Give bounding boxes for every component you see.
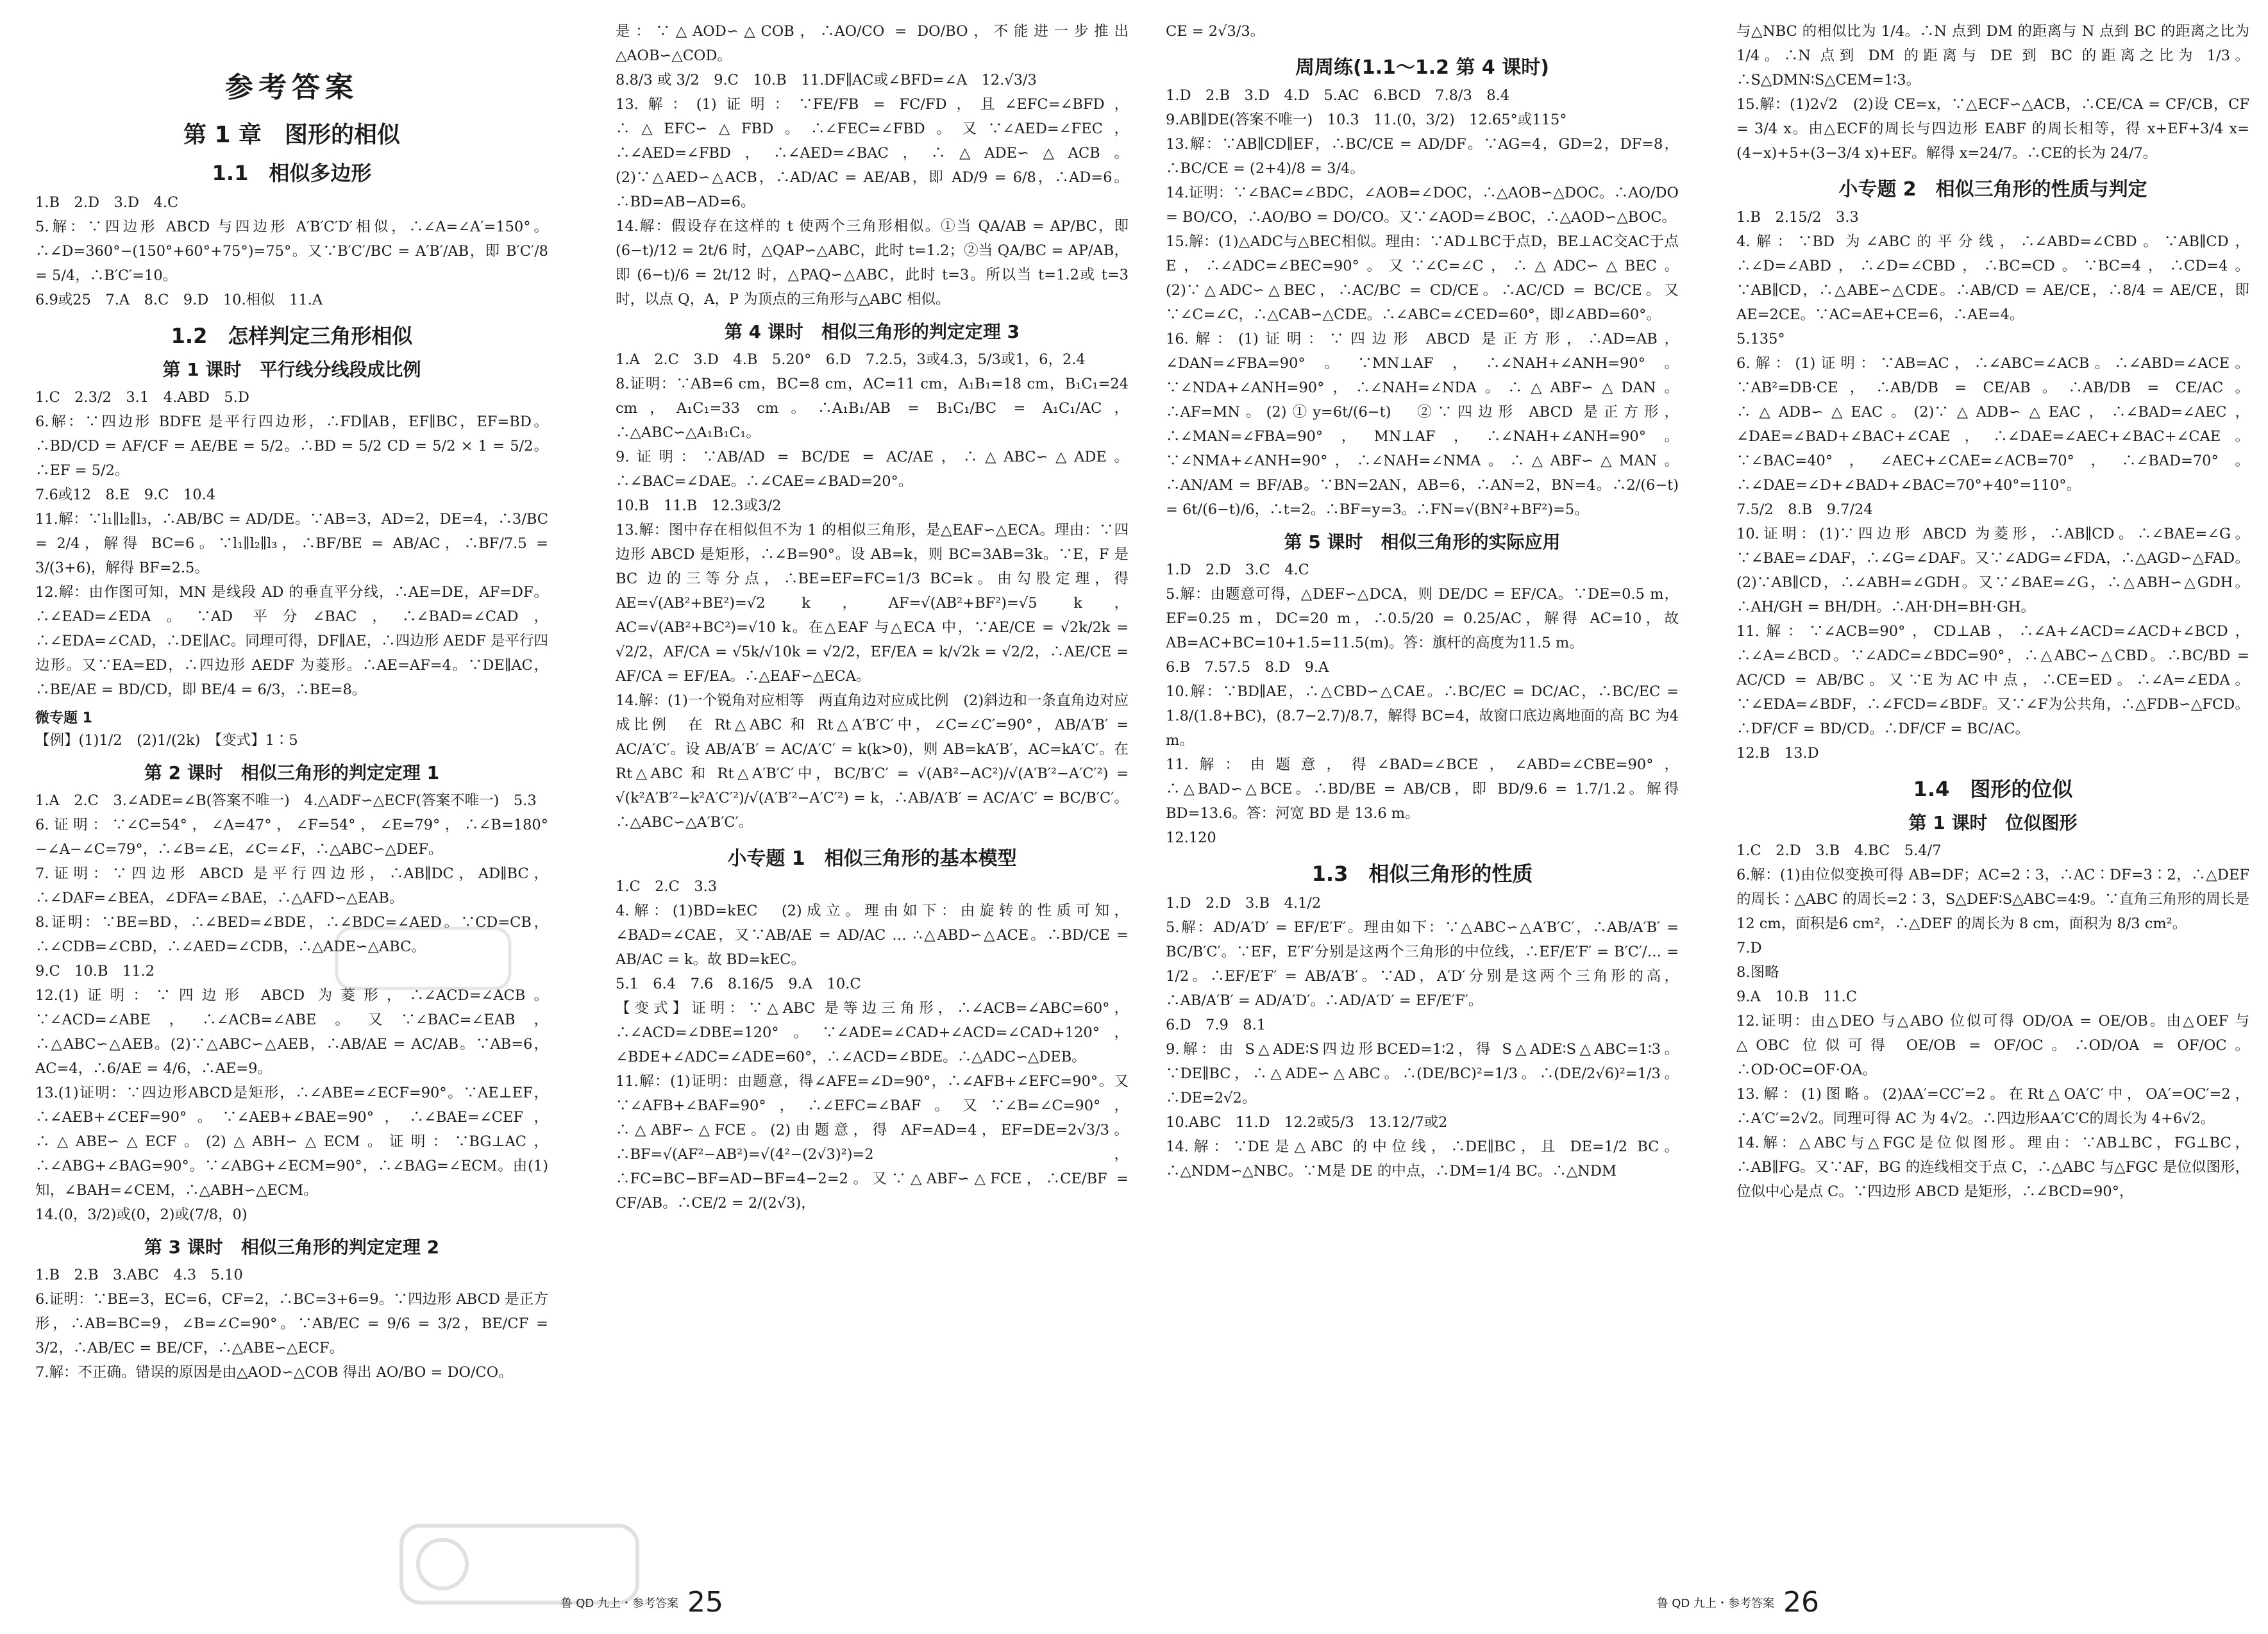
answer-item: 12.B 13.D (1736, 745, 1819, 762)
answer-item: 【变式】证明：∵△ABC 是等边三角形，∴∠ACB=∠ABC=60°，∴∠ACD=∠DBE=120°。∵∠ADE=∠CAD+∠ACD=∠CAD+120°，∠BDE+∠ADC=∠ADE=60°，∴∠ACD=∠BDE。∴△ADC∽△DEB。 (616, 1000, 1129, 1065)
answer-item: 5.解：∵四边形 ABCD 与四边形 A′B′C′D′相似，∴∠A=∠A′=150°。∴∠D=360°−(150°+60°+75°)=75°。又∵B′C′/BC = A′B′/AB，即 B′C′/8 = 5/4，∴B′C′=10。 (35, 219, 548, 284)
footer-label: 鲁 QD 九上・参考答案 (560, 1596, 678, 1610)
answer-item: 9.C 10.B 11.2 (35, 963, 155, 980)
lesson-title: 第 4 课时 相似三角形的判定定理 3 (724, 321, 1020, 342)
page-title: 参考答案 (225, 71, 358, 104)
answer-item: 16.解：(1)证明：∵四边形 ABCD 是正方形，∴AD=AB，∠DAN=∠FBA=90°。∵MN⊥AF，∴∠NAH+∠ANH=90°。∵∠NDA+∠ANH=90°，∴∠NAH=∠NDA。∴△ABF∽△DAN。∴AF=MN。(2)①y=6t/(6−t) ②∵四边形 ABCD 是正方形，∴∠MAN=∠FBA=90°，MN⊥AF，∴∠NAH+∠ANH=90°。∵∠NMA+∠ANH=90°，∴∠NAH=∠NMA。∴△ABF∽△MAN。∴AN/AM = BF/AB。∵BN=2AN，AB=6，∴AN=2，BN=4。∴2/(6−t) = 6t/(6−t)/6，∴t=2。∴BF=y=3。∴FN=√(BN²+BF²)=5。 (1166, 331, 1679, 518)
answer-item: 是：∵△AOD∽△COB，∴AO/CO = DO/BO，不能进一步推出△AOB∽△COD。 (616, 23, 1129, 64)
answer-item: 8.证明：∵BE=BD，∴∠BED=∠BDE，∴∠BDC=∠AED。∵CD=CB，∴∠CDB=∠CBD，∴∠AED=∠CDB，∴△ADE∽△ABC。 (35, 914, 548, 955)
page-number: 25 (687, 1586, 723, 1619)
answer-item: 7.5/2 8.B 9.7/24 (1736, 501, 1873, 518)
answer-item: 15.解：(1)△ADC与△BEC相似。理由：∵AD⊥BC于点D，BE⊥AC交AC于点E，∴∠ADC=∠BEC=90°。又∵∠C=∠C，∴△ADC∽△BEC。(2)∵△ADC∽△BEC，∴AC/BC = CD/CE。∴AC/CD = BC/CE。又∵∠C=∠C，∴△CAB∽△CDE。∴∠ABC=∠CED=60°，即∠ABD=60°。 (1166, 233, 1679, 323)
column-3 (1166, 19, 1679, 1583)
answer-item: 10.解：∵BD∥AE，∴△CBD∽△CAE。∴BC/EC = DC/AC，∴BC/EC = 1.8/(1.8+BC)，(8.7−2.7)/8.7，解得 BC=4，故窗口底边离地面的高 BC 为4 m。 (1166, 683, 1679, 749)
answer-item: 5.解：由题意可得，△DEF∽△DCA，则 DE/DC = EF/CA。∵DE=0.5 m，EF=0.25 m，DC=20 m，∴0.5/20 = 0.25/AC，解得 AC=10，故 AB=AC+BC=10+1.5=11.5(m)。答：旗杆的高度为11.5 m。 (1166, 586, 1679, 651)
answer-item: 与△NBC 的相似比为 1/4。∴N 点到 DM 的距离与 N 点到 BC 的距离之比为 1/4。∴N 点到 DM 的距离与 DE 到 BC 的距离之比为 1/3。∴S△DMN∶S△CEM=1∶3。 (1736, 23, 2249, 88)
answer-item: 12.(1)证明：∵四边形 ABCD 为菱形，∴∠ACD=∠ACB。∵∠ACD=∠ABE，∴∠ACB=∠ABE。又∵∠BAC=∠EAB，∴△ABC∽△AEB。(2)∵△ABC∽△AEB，∴AB/AE = AC/AB。∵AB=6，AC=4，∴6/AE = 4/6，∴AE=9。 (35, 987, 548, 1077)
answer-item: 14.解：假设存在这样的 t 使两个三角形相似。①当 QA/AB = AP/BC，即 (6−t)/12 = 2t/6 时，△QAP∽△ABC，此时 t=1.2；②当 QA/BC = AP/AB，即 (6−t)/6 = 2t/12 时，△PAQ∽△ABC，此时 t=3。所以当 t=1.2或 t=3时，以点 Q，A，P 为顶点的三角形与△ABC 相似。 (616, 218, 1129, 308)
answer-item: 13.(1)证明：∵四边形ABCD是矩形，∴∠ABE=∠ECF=90°。∵AE⊥EF，∴∠AEB+∠CEF=90°。∵∠AEB+∠BAE=90°，∴∠BAE=∠CEF，∴△ABE∽△ECF。(2)△ABH∽△ECM。证明：∵BG⊥AC，∴∠ABG+∠BAG=90°。∵∠ABG+∠ECM=90°，∴∠BAG=∠ECM。由(1)知，∠BAH=∠CEM，∴△ABH∽△ECM。 (35, 1085, 548, 1199)
answer-item: 9.AB∥DE(答案不唯一) 10.3 11.(0，3/2) 12.65°或115° (1166, 112, 1567, 128)
answer-item: CE = 2√3/3。 (1166, 23, 1265, 40)
answer-item: 5.解：AD/A′D′ = EF/E′F′。理由如下：∵△ABC∽△A′B′C′，∴AB/A′B′ = BC/B′C′。∵EF，E′F′分别是这两个三角形的中位线，∴EF/E′F′ = B′C′/… = 1/2。∴EF/E′F′ = AB/A′B′。∵AD，A′D′分别是这两个三角形的高，∴AB/A′B′ = AD/A′D′。∴AD/A′D′ = EF/E′F′。 (1166, 919, 1679, 1009)
answer-item: 12.证明：由△DEO 与△ABO 位似可得 OD/OA = OE/OB。由△OEF 与△OBC 位似可得 OE/OB = OF/OC。∴OD/OA = OF/OC。∴OD·OC=OF·OA。 (1736, 1013, 2249, 1078)
answer-item: 14.证明：∵∠BAC=∠BDC，∠AOB=∠DOC，∴△AOB∽△DOC。∴AO/DO = BO/CO，∴AO/BO = DO/CO。又∵∠AOD=∠BOC，∴△AOD∽△BOC。 (1166, 185, 1679, 226)
answer-item: 6.解：∵四边形 BDFE 是平行四边形，∴FD∥AB，EF∥BC，EF=BD。∴BD/CD = AF/CF = AE/BE = 5/2。∴BD = 5/2 CD = 5/2 × 1 = 5/2。∴EF = 5/2。 (35, 413, 548, 479)
answer-item: 4.解：(1)BD=kEC (2)成立。理由如下：由旋转的性质可知，∠BAD=∠CAE，又∵AB/AE = AD/AC … ∴△ABD∽△ACE。∴BD/CE = AB/AC = k。故 BD=kEC。 (616, 903, 1129, 968)
answer-item: 6.解：(1)证明：∵AB=AC，∴∠ABC=∠ACB。∴∠ABD=∠ACE。∵AB²=DB·CE，∴AB/DB = CE/AB。∴AB/DB = CE/AC。∴△ADB∽△EAC。(2)∵△ADB∽△EAC，∴∠BAD=∠AEC，∠DAE=∠BAD+∠BAC+∠CAE，∴∠DAE=∠AEC+∠BAC+∠CAE。∵∠BAC=40°，∠AEC+∠CAE=∠ACB=70°，∴∠BAD=70°。∴∠DAE=∠D+∠BAD+∠BAC=70°+40°=110°。 (1736, 355, 2249, 494)
answer-item: 6.证明：∵∠C=54°，∠A=47°，∠F=54°，∠E=79°，∴∠B=180°−∠A−∠C=79°，∴∠B=∠E，∠C=∠F，∴△ABC∽△DEF。 (35, 817, 548, 858)
answer-item: 9.解：由 S△ADE∶S四边形BCED=1∶2，得 S△ADE∶S△ABC=1∶3。∵DE∥BC，∴△ADE∽△ABC。∴(DE/BC)²=1/3。∴(DE/2√6)²=1/3。∴DE=2√2。 (1166, 1041, 1679, 1106)
answer-item: 6.9或25 7.A 8.C 9.D 10.相似 11.A (35, 292, 323, 308)
answer-item: 7.D (1736, 940, 1762, 956)
answer-item: 9.证明：∵AB/AD = BC/DE = AC/AE，∴△ABC∽△ADE。∴∠BAC=∠DAE。∴∠CAE=∠BAD=20°。 (616, 449, 1129, 490)
answer-item: 10.证明：(1)∵四边形 ABCD 为菱形，∴AB∥CD。∴∠BAE=∠G。∵∠BAE=∠DAF，∴∠G=∠DAF。又∵∠ADG=∠FDA，∴△AGD∽△FAD。(2)∵AB∥CD，∴∠ABH=∠GDH。又∵∠BAE=∠G，∴△ABH∽△GDH。∴AH/GH = BH/DH。∴AH·DH=BH·GH。 (1736, 526, 2249, 615)
answer-item: 14.(0，3/2)或(0，2)或(7/8，0) (35, 1206, 248, 1223)
answer-item: 6.B 7.57.5 8.D 9.A (1166, 659, 1329, 676)
answer-item: 7.证明：∵四边形 ABCD 是平行四边形，∴AB∥DC，AD∥BC，∴∠DAF=∠BEA，∠DFA=∠BAE，∴△AFD∽△EAB。 (35, 865, 548, 906)
section-title: 1.2 怎样判定三角形相似 (171, 324, 413, 348)
lesson-title: 第 2 课时 相似三角形的判定定理 1 (144, 762, 440, 783)
lesson-title: 第 5 课时 相似三角形的实际应用 (1284, 531, 1561, 553)
section-title: 1.3 相似三角形的性质 (1311, 862, 1533, 886)
answer-item: 11.解：(1)证明：由题意，得∠AFE=∠D=90°，∴∠AFB+∠EFC=90°。又∵∠AFB+∠BAF=90°，∴∠EFC=∠BAF。又∵∠B=∠C=90°，∴△ABF∽△FCE。(2)由题意，得 AF=AD=4，EF=DE=2√3/3。∴BF=√(AF²−AB²)=√(4²−(2√3)²)=2，∴FC=BC−BF=AD−BF=4−2=2。又∵△ABF∽△FCE，∴CE/BF = CF/AB。∴CE/2 = 2/(2√3)， (616, 1073, 1129, 1212)
topic-title: 周周练(1.1～1.2 第 4 课时) (1295, 56, 1549, 79)
section-title: 1.4 图形的位似 (1913, 777, 2073, 801)
chapter-title: 第 1 章 图形的相似 (183, 122, 401, 148)
answer-item: 1.B 2.15/2 3.3 (1736, 209, 1859, 226)
column-4 (1736, 19, 2249, 1583)
answer-item: 14.解：∵DE是△ABC 的中位线，∴DE∥BC，且 DE=1/2 BC。∴△NDM∽△NBC。∵M是 DE 的中点，∴DM=1/4 BC。∴△NDM (1166, 1138, 1679, 1180)
answer-item: 11.解：由题意，得∠BAD=∠BCE，∠ABD=∠CBE=90°，∴△BAD∽△BCE。∴BD/BE = AB/CB，即 BD/9.6 = 1.7/1.2。解得 BD=13.6。答：河宽 BD 是 13.6 m。 (1166, 756, 1679, 822)
right-footer (1657, 1586, 1819, 1619)
answer-item: 1.D 2.B 3.D 4.D 5.AC 6.BCD 7.8/3 8.4 (1166, 87, 1510, 104)
footer-label: 鲁 QD 九上・参考答案 (1656, 1596, 1774, 1610)
answer-item: 11.解：∵l₁∥l₂∥l₃，∴AB/BC = AD/DE。∵AB=3，AD=2，DE=4，∴3/BC = 2/4，解得 BC=6。∵l₁∥l₂∥l₃，∴BF/BE = AB/AC，∴BF/7.5 = 3/(3+6)，解得 BF=2.5。 (35, 511, 548, 576)
answer-item: 5.1 6.4 7.6 8.16/5 9.A 10.C (616, 976, 861, 992)
answer-item: 1.C 2.D 3.B 4.BC 5.4/7 (1736, 842, 1942, 859)
answer-item: 1.B 2.D 3.D 4.C (35, 194, 179, 211)
answer-item: 【例】(1)1/2 (2)1/(2k) 【变式】1∶5 (35, 732, 298, 749)
answer-item: 8.图略 (1736, 964, 1779, 981)
answer-item: 1.B 2.B 3.ABC 4.3 5.10 (35, 1267, 243, 1283)
topic-title: 小专题 2 相似三角形的性质与判定 (1838, 178, 2147, 201)
lesson-title: 第 1 课时 位似图形 (1908, 812, 2078, 833)
sub-label: 微专题 1 (35, 710, 92, 726)
answer-item: 8.证明：∵AB=6 cm，BC=8 cm，AC=11 cm，A₁B₁=18 cm，B₁C₁=24 cm，A₁C₁=33 cm。∴A₁B₁/AB = B₁C₁/BC = A₁C₁/AC，∴△ABC∽△A₁B₁C₁。 (616, 376, 1129, 441)
answer-item: 14.解：(1)一个锐角对应相等 两直角边对应成比例 (2)斜边和一条直角边对应成比例 在 Rt△ABC 和 Rt△A′B′C′中，∠C=∠C′=90°，AB/A′B′ = AC/A′C′。设 AB/A′B′ = AC/A′C′ = k(k>0)，则 AB=kA′B′，AC=kA′C′。在 Rt△ABC 和 Rt△A′B′C′中，BC/B′C′ = √(AB²−AC²)/√(A′B′²−A′C′²) = √(k²A′B′²−k²A′C′²)/√(A′B′²−A′C′²) = k，∴AB/A′B′ = AC/A′C′ = BC/B′C′。∴△ABC∽△A′B′C′。 (616, 692, 1129, 831)
answer-item: 13.解：∵AB∥CD∥EF，∴BC/CE = AD/DF。∵AG=4，GD=2，DF=8，∴BC/CE = (2+4)/8 = 3/4。 (1166, 136, 1679, 177)
answer-item: 6.解：(1)由位似变换可得 AB=DF；AC=2∶3，∴AC∶DF=3∶2，∴△DEF 的周长∶△ABC 的周长=2∶3，S△DEF∶S△ABC=4∶9。∵直角三角形的周长是12 cm，面积是6 cm²，∴△DEF 的周长为 8 cm，面积为 8/3 cm²。 (1736, 867, 2249, 932)
answer-item: 9.A 10.B 11.C (1736, 988, 1858, 1005)
answer-item: 13.解：(1)证明：∵FE/FB = FC/FD，且∠EFC=∠BFD，∴△EFC∽△FBD。∴∠FEC=∠FBD。又∵∠AED=∠FEC，∴∠AED=∠FBD，∴∠AED=∠BAC，∴△ADE∽△ACB。(2)∵△AED∽△ACB，∴AD/AC = AE/AB，即 AD/9 = 6/8，∴AD=6。∴BD=AB−AD=6。 (616, 96, 1129, 210)
topic-title: 小专题 1 相似三角形的基本模型 (727, 847, 1017, 870)
answer-item: 7.6或12 8.E 9.C 10.4 (35, 487, 216, 503)
column-1 (35, 19, 548, 1583)
answer-item: 1.D 2.D 3.C 4.C (1166, 562, 1309, 578)
answer-item: 10.B 11.B 12.3或3/2 (616, 497, 782, 514)
answer-item: 1.A 2.C 3.∠ADE=∠B(答案不唯一) 4.△ADF∽△ECF(答案不唯一) 5.3 (35, 792, 537, 809)
answer-item: 6.证明：∵BE=3，EC=6，CF=2，∴BC=3+6=9。∵四边形 ABCD 是正方形，∴AB=BC=9，∠B=∠C=90°。∵AB/EC = 9/6 = 3/2，BE/CF = 3/2，∴AB/EC = BE/CF，∴△ABE∽△ECF。 (35, 1291, 548, 1356)
answer-item: 14.解：△ABC与△FGC是位似图形。理由：∵AB⊥BC，FG⊥BC，∴AB∥FG。又∵AF，BG 的连线相交于点 C，∴△ABC 与△FGC 是位似图形，位似中心是点 C。∵四边形 ABCD 是矩形，∴∠BCD=90°， (1736, 1135, 2249, 1200)
lesson-title: 第 3 课时 相似三角形的判定定理 2 (144, 1237, 440, 1258)
answer-item: 5.135° (1736, 331, 1785, 347)
answer-item: 12.解：由作图可知，MN 是线段 AD 的垂直平分线，∴AE=DE，AF=DF。∴∠EAD=∠EDA。∵AD 平分∠BAC，∴∠BAD=∠CAD，∴∠EDA=∠CAD，∴DE∥AC。同理可得，DF∥AE，∴四边形 AEDF 是平行四边形。又∵EA=ED，∴四边形 AEDF 为菱形。∴AE=AF=4。∵DE∥AC，∴BE/AE = BD/CD，即 BE/4 = 6/3，∴BE=8。 (35, 584, 548, 698)
answer-item: 1.D 2.D 3.B 4.1/2 (1166, 895, 1322, 912)
answer-item: 11.解：∵∠ACB=90°，CD⊥AB，∴∠A+∠ACD=∠ACD+∠BCD，∴∠A=∠BCD。∵∠ADC=∠BDC=90°，∴△ABC∽△CBD。∴BC/BD = AC/CD = AB/BC。又∵E为AC中点，∴CE=ED。∴∠A=∠EDA。∵∠EDA=∠BDF，∴∠FCD=∠BDF。又∵∠F为公共角，∴△FDB∽△FCD。∴DF/CF = BD/CD。∴DF/CF = BC/AC。 (1736, 623, 2249, 737)
right-page (1134, 0, 2268, 1634)
column-2 (616, 19, 1129, 1583)
answer-item: 4.解：∵BD 为∠ABC的平分线，∴∠ABD=∠CBD。∵AB∥CD，∴∠D=∠ABD，∴∠D=∠CBD，∴BC=CD。∵BC=4，∴CD=4。∵AB∥CD，∴△ABE∽△CDE。∴AB/CD = AE/CE，∴8/4 = AE/CE，即 AE=2CE。∵AC=AE+CE=6，∴AE=4。 (1736, 233, 2249, 323)
page-number: 26 (1783, 1586, 1819, 1619)
answer-item: 1.C 2.C 3.3 (616, 878, 718, 895)
lesson-title: 第 1 课时 平行线分线段成比例 (162, 359, 421, 380)
answer-item: 7.解：不正确。错误的原因是由△AOD∽△COB 得出 AO/BO = DO/CO。 (35, 1364, 513, 1381)
section-title: 1.1 相似多边形 (212, 161, 372, 185)
answer-item: 1.C 2.3/2 3.1 4.ABD 5.D (35, 389, 249, 406)
answer-item: 15.解：(1)2√2 (2)设 CE=x，∵△ECF∽△ACB，∴CE/CA = CF/CB，CF = 3/4 x。由△ECF的周长与四边形 EABF 的周长相等，得 x+EF+3/4 x=(4−x)+5+(3−3/4 x)+EF。解得 x=24/7。∴CE的长为 24/7。 (1736, 96, 2249, 162)
left-footer (561, 1586, 723, 1619)
answer-item: 12.120 (1166, 830, 1216, 846)
answer-item: 10.ABC 11.D 12.2或5/3 13.12/7或2 (1166, 1114, 1448, 1131)
answer-item: 8.8/3 或 3/2 9.C 10.B 11.DF∥AC或∠BFD=∠A 12.√3/3 (616, 72, 1037, 88)
answer-item: 13.解：图中存在相似但不为 1 的相似三角形，是△EAF∽△ECA。理由：∵四边形 ABCD 是矩形，∴∠B=90°。设 AB=k，则 BC=3AB=3k。∵E，F 是 BC 边的三等分点，∴BE=EF=FC=1/3 BC=k。由勾股定理，得 AE=√(AB²+BE²)=√2 k，AF=√(AB²+BF²)=√5 k，AC=√(AB²+BC²)=√10 k。在△EAF 与△ECA 中，∵AE/CE = √2k/2k = √2/2，AF/CA = √5k/√10k = √2/2，EF/EA = k/√2k = √2/2，∴AE/CE = AF/CA = EF/EA。∴△EAF∽△ECA。 (616, 522, 1129, 685)
answer-item: 1.A 2.C 3.D 4.B 5.20° 6.D 7.2.5，3或4.3，5/3或1，6，2.4 (616, 351, 1086, 368)
answer-item: 13.解：(1)图略。(2)AA′=CC′=2。在Rt△OA′C′中，OA′=OC′=2，∴A′C′=2√2。同理可得 AC 为 4√2。∴四边形AA′C′C的周长为 4+6√2。 (1736, 1086, 2249, 1127)
answer-item: 6.D 7.9 8.1 (1166, 1017, 1266, 1033)
